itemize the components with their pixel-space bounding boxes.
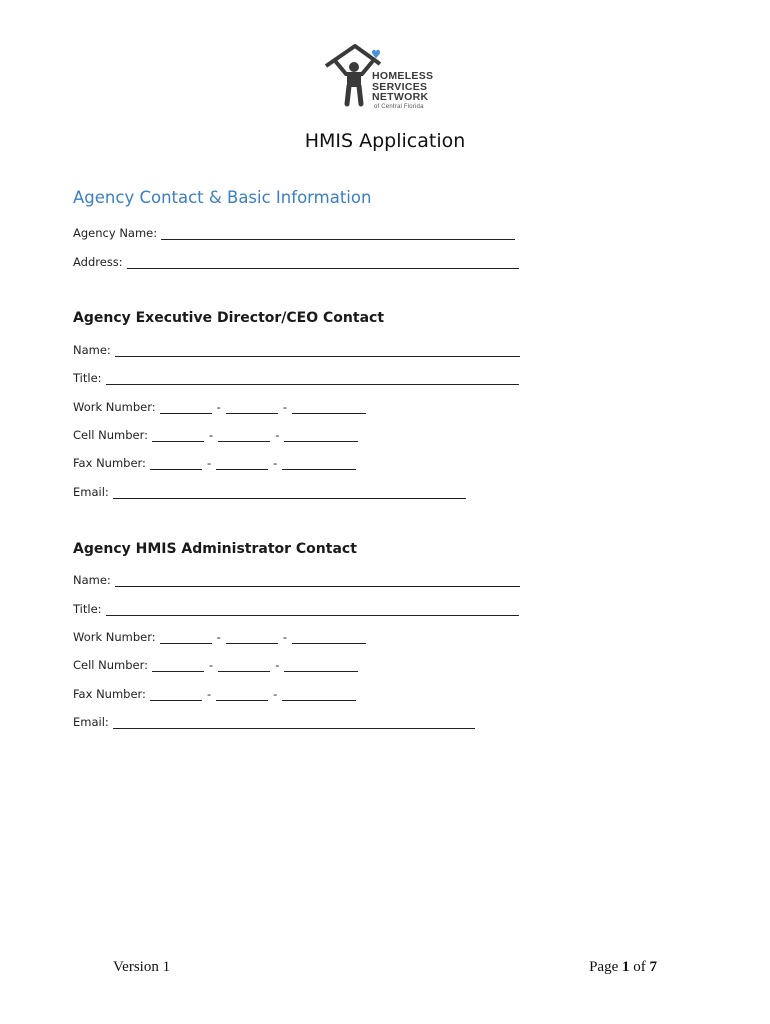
dash: - <box>209 658 214 672</box>
page-number-footer <box>589 959 657 976</box>
dash: - <box>209 428 214 442</box>
admin-work-area-input[interactable] <box>160 631 212 644</box>
director-fax-prefix-input[interactable] <box>216 457 268 470</box>
admin-email-field <box>73 715 475 729</box>
director-contact-heading: Agency Executive Director/CEO Contact <box>73 310 385 326</box>
admin-title-field <box>73 602 519 616</box>
admin-name-input[interactable] <box>115 574 520 587</box>
version-footer: Version 1 <box>113 959 171 975</box>
director-cell-prefix-input[interactable] <box>218 429 270 442</box>
agency-name-label: Agency Name: <box>73 226 158 240</box>
admin-fax-label: Fax Number: <box>73 687 146 701</box>
page-prefix: Page <box>589 959 619 975</box>
director-work-number-field <box>73 400 366 414</box>
director-email-label: Email: <box>73 485 109 499</box>
admin-fax-line-input[interactable] <box>282 688 356 701</box>
agency-name-field <box>73 226 515 240</box>
director-email-input[interactable] <box>113 486 466 499</box>
admin-fax-area-input[interactable] <box>150 688 202 701</box>
director-name-input[interactable] <box>115 344 520 357</box>
admin-contact-heading: Agency HMIS Administrator Contact <box>73 541 357 557</box>
dash: - <box>282 630 287 644</box>
logo-wordmark <box>372 71 433 103</box>
admin-cell-label: Cell Number: <box>73 658 149 672</box>
admin-cell-line-input[interactable] <box>284 659 358 672</box>
dash: - <box>206 456 212 470</box>
basic-info-heading: Agency Contact & Basic Information <box>73 188 372 207</box>
director-title-field <box>73 371 519 385</box>
admin-fax-prefix-input[interactable] <box>216 688 268 701</box>
agency-name-input[interactable] <box>161 227 515 240</box>
admin-email-label: Email: <box>73 715 109 729</box>
logo-line-3: NETWORK <box>372 91 429 103</box>
director-work-prefix-input[interactable] <box>226 401 278 414</box>
admin-cell-area-input[interactable] <box>152 659 204 672</box>
dash: - <box>275 658 280 672</box>
logo-line-1: HOMELESS <box>372 70 434 82</box>
director-title-input[interactable] <box>106 372 519 385</box>
admin-title-input[interactable] <box>106 603 519 616</box>
admin-name-label: Name: <box>73 573 111 587</box>
dash: - <box>216 400 221 414</box>
admin-work-prefix-input[interactable] <box>226 631 278 644</box>
admin-cell-number-field <box>73 658 358 672</box>
logo-line-2: SERVICES <box>372 80 428 93</box>
dash: - <box>273 456 278 470</box>
admin-email-input[interactable] <box>113 716 475 729</box>
logo-subtitle: of Central Florida <box>374 104 424 110</box>
address-field <box>73 255 519 269</box>
admin-cell-prefix-input[interactable] <box>218 659 270 672</box>
director-title-label: Title: <box>73 371 102 385</box>
director-cell-area-input[interactable] <box>152 429 204 442</box>
document-title: HMIS Application <box>304 130 466 152</box>
admin-name-field <box>73 573 520 587</box>
address-label: Address: <box>73 255 123 269</box>
director-email-field <box>73 485 466 499</box>
director-name-field <box>73 343 520 357</box>
admin-work-label: Work Number: <box>73 630 156 644</box>
dash: - <box>282 400 287 414</box>
director-cell-line-input[interactable] <box>284 429 358 442</box>
director-name-label: Name: <box>73 343 111 357</box>
page-current: 1 <box>622 959 630 975</box>
admin-title-label: Title: <box>73 602 102 616</box>
director-cell-label: Cell Number: <box>73 428 149 442</box>
page-total: 7 <box>649 959 657 975</box>
director-work-label: Work Number: <box>73 400 156 414</box>
director-fax-area-input[interactable] <box>150 457 202 470</box>
admin-fax-number-field <box>73 687 356 701</box>
director-fax-label: Fax Number: <box>73 456 146 470</box>
address-input[interactable] <box>127 256 519 269</box>
admin-work-number-field <box>73 630 366 644</box>
director-work-line-input[interactable] <box>292 401 366 414</box>
page-of: of <box>633 959 646 975</box>
director-work-area-input[interactable] <box>160 401 212 414</box>
admin-work-line-input[interactable] <box>292 631 366 644</box>
director-fax-line-input[interactable] <box>282 457 356 470</box>
dash: - <box>273 687 278 701</box>
director-fax-number-field <box>73 456 356 470</box>
dash: - <box>206 687 212 701</box>
dash: - <box>216 630 221 644</box>
director-cell-number-field <box>73 428 358 442</box>
dash: - <box>275 428 280 442</box>
organization-logo <box>322 42 452 112</box>
